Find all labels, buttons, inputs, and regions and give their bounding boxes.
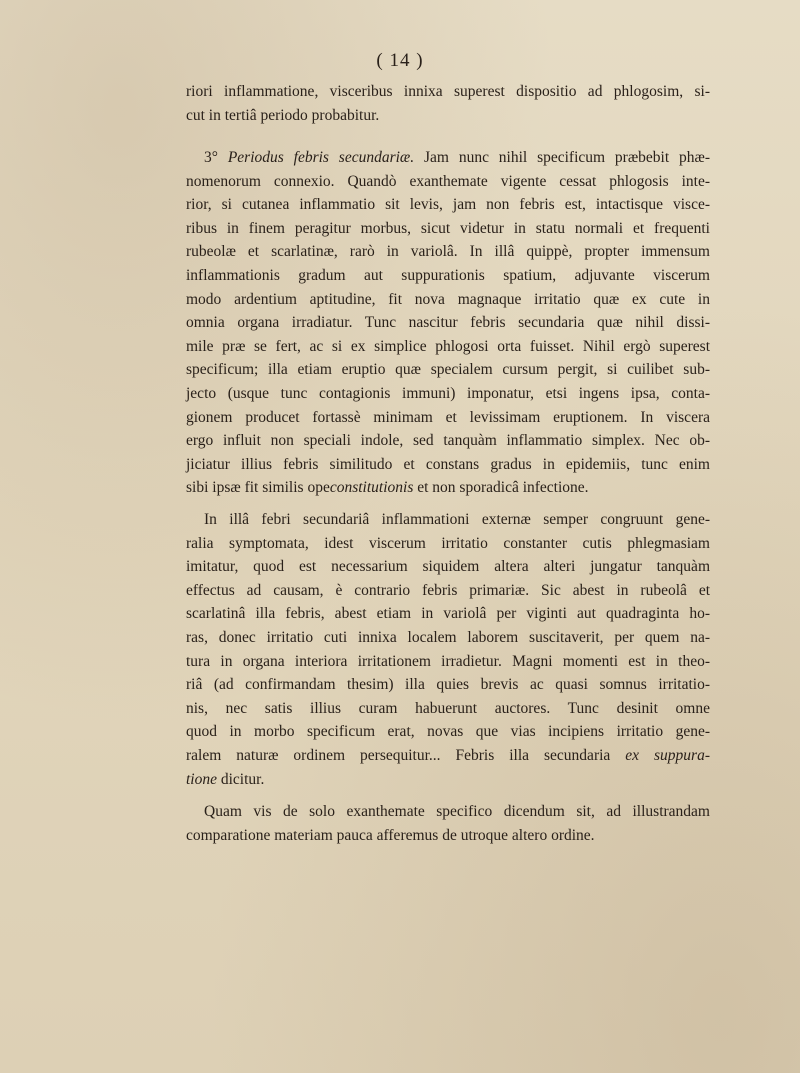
section-heading: Periodus febris secundariæ. xyxy=(227,149,415,166)
text-line: ribus in finem peragitur morbus, sicut videtur in statu normali et frequenti xyxy=(186,219,710,237)
text-line: rubeolæ et scarlatinæ, rarò in variolâ. In illâ quippè, propter immensum xyxy=(186,243,710,261)
text-line: ergo influit non speciali indole, sed tanquàm inflammatio simplex. Nec ob- xyxy=(186,432,710,450)
paragraph-febris-secundaria xyxy=(186,508,710,791)
text-line xyxy=(186,768,710,792)
text-line xyxy=(186,146,710,170)
text-line: mile præ se fert, ac si ex simplice phlogosi orta fuisset. Nihil ergò superest xyxy=(186,337,710,355)
text-line: comparatione materiam pauca afferemus de utroque altero ordine. xyxy=(186,826,595,844)
text-line: inflammationis gradum aut suppurationis spatium, adjuvante viscerum xyxy=(186,266,710,284)
text-line: ralia symptomata, idest viscerum irritatio constanter cutis phlegmasiam xyxy=(186,534,710,552)
text-line: omnia organa irradiatur. Tunc nascitur febris secundaria quæ nihil dissi- xyxy=(186,314,710,332)
text-line: riori inflammatione, visceribus innixa superest dispositio ad phlogosim, si- xyxy=(186,83,710,100)
text-line: In illâ febri secundariâ inflammationi externæ semper congruunt gene- xyxy=(204,511,710,528)
text-fragment: et non sporadicâ infectione. xyxy=(417,479,589,497)
text-line: imitatur, quod est necessarium siquidem altera alteri jungatur tanquàm xyxy=(186,558,710,576)
text-line: riâ (ad confirmandam thesim) illa quies brevis ac quasi somnus irritatio- xyxy=(186,676,710,694)
italic-term: constitutionis xyxy=(329,479,414,497)
text-fragment: ralem naturæ ordinem persequitur... Febris illa secundaria xyxy=(186,746,611,764)
text-fragment: Jam nunc nihil specificum præbebit phæ- xyxy=(424,149,711,166)
text-line: gionem producet fortassè minimam et levissimam eruptionem. In viscera xyxy=(186,408,710,426)
text-line xyxy=(186,476,710,500)
text-line: tura in organa interiora irritationem irradietur. Magni momenti est in theo- xyxy=(186,652,710,670)
italic-term: ex suppura- xyxy=(625,746,710,764)
text-line: scarlatinâ illa febris, abest etiam in variolâ per viginti aut quadraginta ho- xyxy=(186,605,710,623)
text-line: rior, si cutanea inflammatio sit levis, jam non febris est, intactisque visce- xyxy=(186,196,710,214)
text-line: effectus ad causam, è contrario febris primariæ. Sic abest in rubeolâ et xyxy=(186,581,710,599)
text-line: quod in morbo specificum erat, novas que vias incipiens irritatio gene- xyxy=(186,723,710,741)
text-line: modo ardentium aptitudine, fit nova magnaque irritatio quæ ex cute in xyxy=(186,290,710,308)
paragraph-periodus-febris-secundariae xyxy=(186,146,710,500)
text-line: specificum; illa etiam eruptio quæ specialem cursum pergit, si cuilibet sub- xyxy=(186,361,710,379)
paragraph-continuation xyxy=(186,80,710,127)
text-line: nis, nec satis illius curam habuerunt auctores. Tunc desinit omne xyxy=(186,699,710,717)
text-line: ras, donec irritatio cuti innixa localem laborem suscitaverit, per quem na- xyxy=(186,628,710,646)
text-line: Quam vis de solo exanthemate specifico dicendum sit, ad illustrandam xyxy=(204,803,710,820)
text-line: jecto (usque tunc contagionis immuni) imponatur, etsi ingens ipsa, conta- xyxy=(186,384,710,402)
text-line xyxy=(186,744,710,768)
text-line: nomenorum connexio. Quandò exanthemate vigente cessat phlogosis inte- xyxy=(186,172,710,190)
text-line: jiciatur illius febris similitudo et constans gradus in epidemiis, tunc enim xyxy=(186,455,710,473)
text-line: cut in tertiâ periodo probabitur. xyxy=(186,106,380,124)
section-number: 3° xyxy=(204,149,218,166)
text-fragment: dicitur. xyxy=(220,770,265,788)
italic-term: tione xyxy=(186,770,217,788)
paragraph-comparatione xyxy=(186,800,710,847)
page-number: ( 14 ) xyxy=(376,50,424,71)
text-fragment: sibi ipsæ fit similis ope xyxy=(186,479,330,497)
